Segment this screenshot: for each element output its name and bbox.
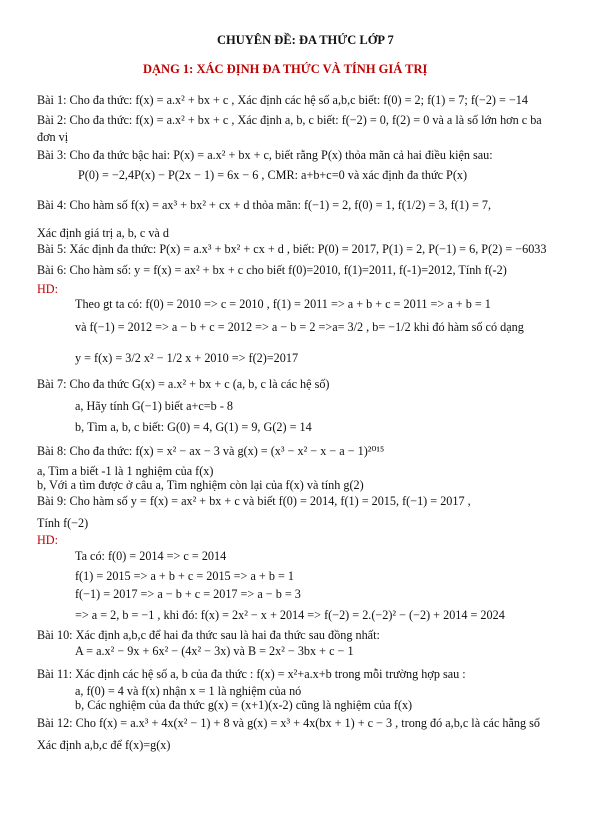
solution-9-line-4: => a = 2, b = −1 , khi đó: f(x) = 2x² − x + 2014 => f(−2) = 2.(−2)² − (−2) + 2014 = 2024 (75, 608, 505, 622)
exercise-3-line-1: Bài 3: Cho đa thức bậc hai: P(x) = a.x² + bx + c, biết rằng P(x) thỏa mãn cả hai điều kiện sau: (37, 148, 493, 162)
exercise-7-line-2: a, Hãy tính G(−1) biết a+c=b - 8 (75, 399, 234, 413)
exercise-12-line-2: Xác định a,b,c để f(x)=g(x) (37, 738, 171, 752)
solution-6-line-3: y = f(x) = 3/2 x² − 1/2 x + 2010 => f(2)=2017 (75, 351, 299, 365)
exercise-9-line-2: Tính f(−2) (37, 516, 89, 530)
exercise-8-line-3: b, Với a tìm được ở câu a, Tìm nghiệm còn lại của f(x) và tính g(2) (37, 478, 364, 492)
exercise-12-line-1: Bài 12: Cho f(x) = a.x³ + 4x(x² − 1) + 8 và g(x) = x³ + 4x(bx + 1) + c − 3 , trong đó a,b,c là các hằng số (37, 716, 541, 730)
exercise-8-line-1: Bài 8: Cho đa thức: f(x) = x² − ax − 3 và g(x) = (x³ − x² − x − a − 1)²⁰¹⁵ (37, 444, 385, 458)
page-title: CHUYÊN ĐỀ: ĐA THỨC LỚP 7 (217, 33, 394, 47)
exercise-1: Bài 1: Cho đa thức: f(x) = a.x² + bx + c , Xác định các hệ số a,b,c biết: f(0) = 2; f(1) = 7; f(−2) = −14 (37, 93, 528, 107)
exercise-11-line-1: Bài 11: Xác định các hệ số a, b của đa thức : f(x) = x²+a.x+b trong mỗi trường hợp sau : (37, 667, 466, 681)
exercise-3-line-2: P(0) = −2,4P(x) − P(2x − 1) = 6x − 6 , CMR: a+b+c=0 và xác định đa thức P(x) (78, 168, 468, 182)
solution-6-line-2: và f(−1) = 2012 => a − b + c = 2012 => a − b = 2 =>a= 3/2 , b= −1/2 khi đó hàm số có dạng (75, 320, 524, 334)
section-heading: DẠNG 1: XÁC ĐỊNH ĐA THỨC VÀ TÍNH GIÁ TRỊ (143, 62, 428, 76)
exercise-10-line-1: Bài 10: Xác định a,b,c để hai đa thức sau là hai đa thức sau đồng nhất: (37, 628, 380, 642)
exercise-2-line-2: đơn vị (37, 130, 69, 144)
exercise-4-line-2: Xác định giá trị a, b, c và d (37, 226, 169, 240)
exercise-7-line-1: Bài 7: Cho đa thức G(x) = a.x² + bx + c (a, b, c là các hệ số) (37, 377, 330, 391)
solution-9-line-2: f(1) = 2015 => a + b + c = 2015 => a + b = 1 (75, 569, 295, 583)
exercise-8-line-2: a, Tìm a biết -1 là 1 nghiệm của f(x) (37, 464, 214, 478)
exercise-11-line-3: b, Các nghiệm của đa thức g(x) = (x+1)(x-2) cũng là nghiệm của f(x) (75, 698, 413, 712)
exercise-2-line-1: Bài 2: Cho đa thức: f(x) = a.x² + bx + c , Xác định a, b, c biết: f(−2) = 0, f(2) = 0 và a là số lớn hơn c ba (37, 113, 542, 127)
solution-9-line-3: f(−1) = 2017 => a − b + c = 2017 => a − b = 3 (75, 587, 301, 601)
exercise-6: Bài 6: Cho hàm số: y = f(x) = ax² + bx + c cho biết f(0)=2010, f(1)=2011, f(-1)=2012, Tính f(-2) (37, 263, 507, 277)
exercise-11-line-2: a, f(0) = 4 và f(x) nhận x = 1 là nghiệm của nó (75, 684, 302, 698)
hint-label-2: HD: (37, 533, 58, 547)
exercise-7-line-3: b, Tìm a, b, c biết: G(0) = 4, G(1) = 9, G(2) = 14 (75, 420, 312, 434)
solution-9-line-1: Ta có: f(0) = 2014 => c = 2014 (75, 549, 227, 563)
exercise-10-line-2: A = a.x² − 9x + 6x² − (4x² − 3x) và B = 2x² − 3bx + c − 1 (75, 644, 354, 658)
solution-6-line-1: Theo gt ta có: f(0) = 2010 => c = 2010 , f(1) = 2011 => a + b + c = 2011 => a + b = 1 (75, 297, 491, 311)
hint-label-1: HD: (37, 282, 58, 296)
exercise-4-line-1: Bài 4: Cho hàm số f(x) = ax³ + bx² + cx + d thỏa mãn: f(−1) = 2, f(0) = 1, f(1/2) = 3, f(1) = 7, (37, 198, 492, 212)
exercise-5: Bài 5: Xác định đa thức: P(x) = a.x³ + bx² + cx + d , biết: P(0) = 2017, P(1) = 2, P(−1) = 6, P(2) = −6033 (37, 242, 547, 256)
exercise-9-line-1: Bài 9: Cho hàm số y = f(x) = ax² + bx + c và biết f(0) = 2014, f(1) = 2015, f(−1) = 2017 , (37, 494, 471, 508)
